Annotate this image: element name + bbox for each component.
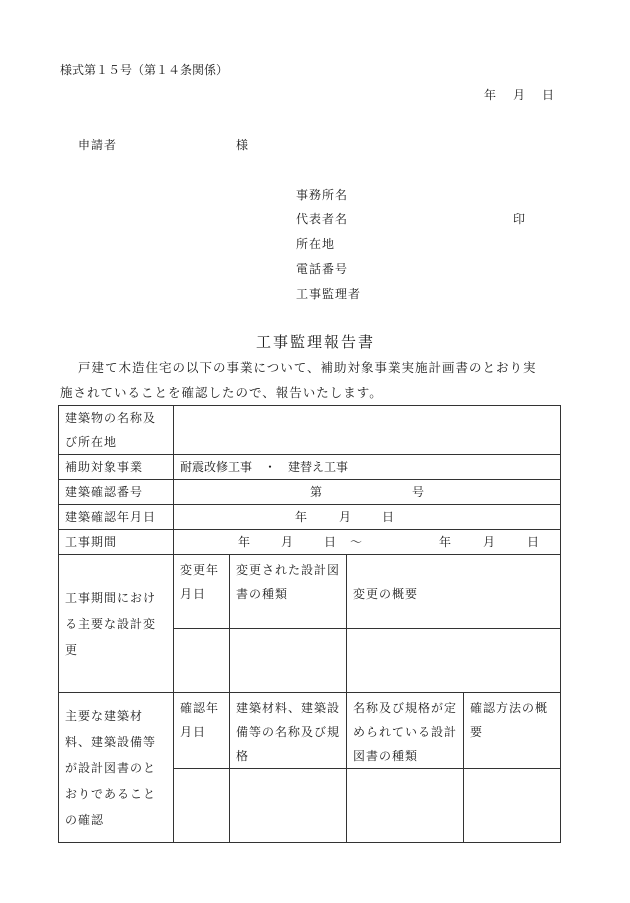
report-table	[58, 405, 561, 843]
check-date-cell[interactable]	[174, 769, 230, 843]
period-label: 工事期間	[59, 530, 174, 555]
representative-label: 代表者名	[296, 212, 349, 226]
address-label: 所在地	[296, 237, 336, 251]
row-design-change-header	[59, 555, 561, 629]
check-method-cell[interactable]	[464, 769, 561, 843]
col-change-date: 変更年 月日	[174, 555, 230, 629]
applicant-label: 申請者	[78, 138, 118, 152]
confirm-number-dai: 第	[310, 485, 323, 499]
period-month-2: 月	[483, 535, 496, 549]
row-project	[59, 455, 561, 480]
change-summary-cell[interactable]	[347, 629, 561, 693]
body-line-1: 戸建て木造住宅の以下の事業について、補助対象事業実施計画書のとおり実	[78, 360, 537, 375]
col-check-method: 確認方法の概要	[464, 693, 561, 769]
confirm-number-value[interactable]	[174, 480, 561, 505]
body-line-2: 施されていることを確認したので、報告いたします。	[60, 385, 383, 400]
confirm-number-go: 号	[412, 485, 425, 499]
period-day-1: 日	[324, 535, 337, 549]
phone-label: 電話番号	[296, 262, 349, 276]
office-name-label: 事務所名	[296, 188, 349, 202]
row-building-name	[59, 406, 561, 455]
period-year-2: 年	[439, 535, 452, 549]
spec-drawings-cell[interactable]	[347, 769, 464, 843]
form-number: 様式第１５号（第１４条関係）	[60, 63, 229, 77]
period-month-1: 月	[281, 535, 294, 549]
row-confirm-number	[59, 480, 561, 505]
col-check-date: 確認年 月日	[174, 693, 230, 769]
project-label: 補助対象事業	[59, 455, 174, 480]
confirm-date-day: 日	[382, 510, 395, 524]
confirm-date-year: 年	[295, 510, 308, 524]
material-check-label: 主要な建築材料、建築設備等が設計図書のとおりであることの確認	[59, 693, 174, 843]
date-day-label: 日	[542, 88, 555, 102]
row-confirm-date	[59, 505, 561, 530]
period-value[interactable]	[174, 530, 561, 555]
supervisor-label: 工事監理者	[296, 287, 362, 301]
confirm-date-label: 建築確認年月日	[59, 505, 174, 530]
confirm-number-label: 建築確認番号	[59, 480, 174, 505]
col-spec-drawings: 名称及び規格が定められている設計図書の種類	[347, 693, 464, 769]
change-date-cell[interactable]	[174, 629, 230, 693]
date-month-label: 月	[513, 88, 526, 102]
changed-drawings-cell[interactable]	[230, 629, 347, 693]
date-year-label: 年	[484, 88, 497, 102]
building-name-label: 建築物の名称及び所在地	[59, 406, 174, 455]
period-year-1: 年	[238, 535, 251, 549]
project-options[interactable]: 耐震改修工事 ・ 建替え工事	[174, 455, 561, 480]
document-title: 工事監理報告書	[256, 333, 376, 351]
period-tilde: ～	[350, 535, 363, 549]
confirm-date-month: 月	[339, 510, 352, 524]
col-changed-drawings: 変更された設計図書の種類	[230, 555, 347, 629]
building-name-value[interactable]	[174, 406, 561, 455]
period-day-2: 日	[527, 535, 540, 549]
materials-cell[interactable]	[230, 769, 347, 843]
col-materials: 建築材料、建築設備等の名称及び規格	[230, 693, 347, 769]
seal-mark: 印	[513, 212, 526, 226]
honorific-sama: 様	[236, 138, 249, 152]
col-change-summary: 変更の概要	[347, 555, 561, 629]
row-material-check-header	[59, 693, 561, 769]
confirm-date-value[interactable]	[174, 505, 561, 530]
row-period	[59, 530, 561, 555]
design-change-label: 工事期間における主要な設計変更	[59, 555, 174, 693]
